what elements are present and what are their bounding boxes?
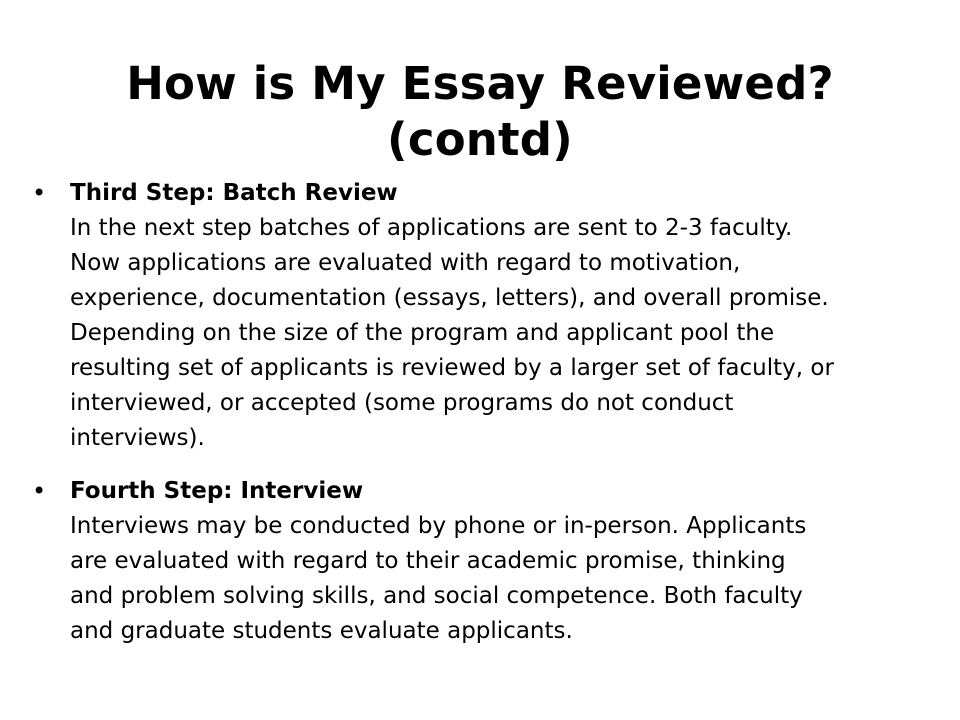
bullet-third-step xyxy=(32,176,937,456)
bullet-heading-third-step: Third Step: Batch Review xyxy=(70,180,398,206)
bullet-fourth-step xyxy=(32,474,937,649)
bullet-list xyxy=(32,176,937,667)
bullet-body-fourth-step: Interviews may be conducted by phone or in-person. Applicants are evaluated with regard to their academic promise, thinking and problem solving skills, and social competence. Both faculty and graduate students evaluate applicants. xyxy=(70,513,807,644)
bullet-body-third-step: In the next step batches of applications are sent to 2-3 faculty. Now applications are evaluated with regard to motivation, experience, documentation (essays, letters), and overall promise. Depending on the size of the program and applicant pool the resulting set of applicants is reviewed by a larger set of faculty, or interviewed, or accepted (some programs do not conduct interviews). xyxy=(70,215,834,451)
bullet-heading-fourth-step: Fourth Step: Interview xyxy=(70,478,364,504)
bullet-dot: • xyxy=(32,477,47,505)
slide-title-line-2: (contd) xyxy=(387,113,573,167)
slide-title xyxy=(40,56,920,168)
slide-title-line-1: How is My Essay Reviewed? xyxy=(126,57,834,111)
bullet-dot: • xyxy=(32,179,47,207)
